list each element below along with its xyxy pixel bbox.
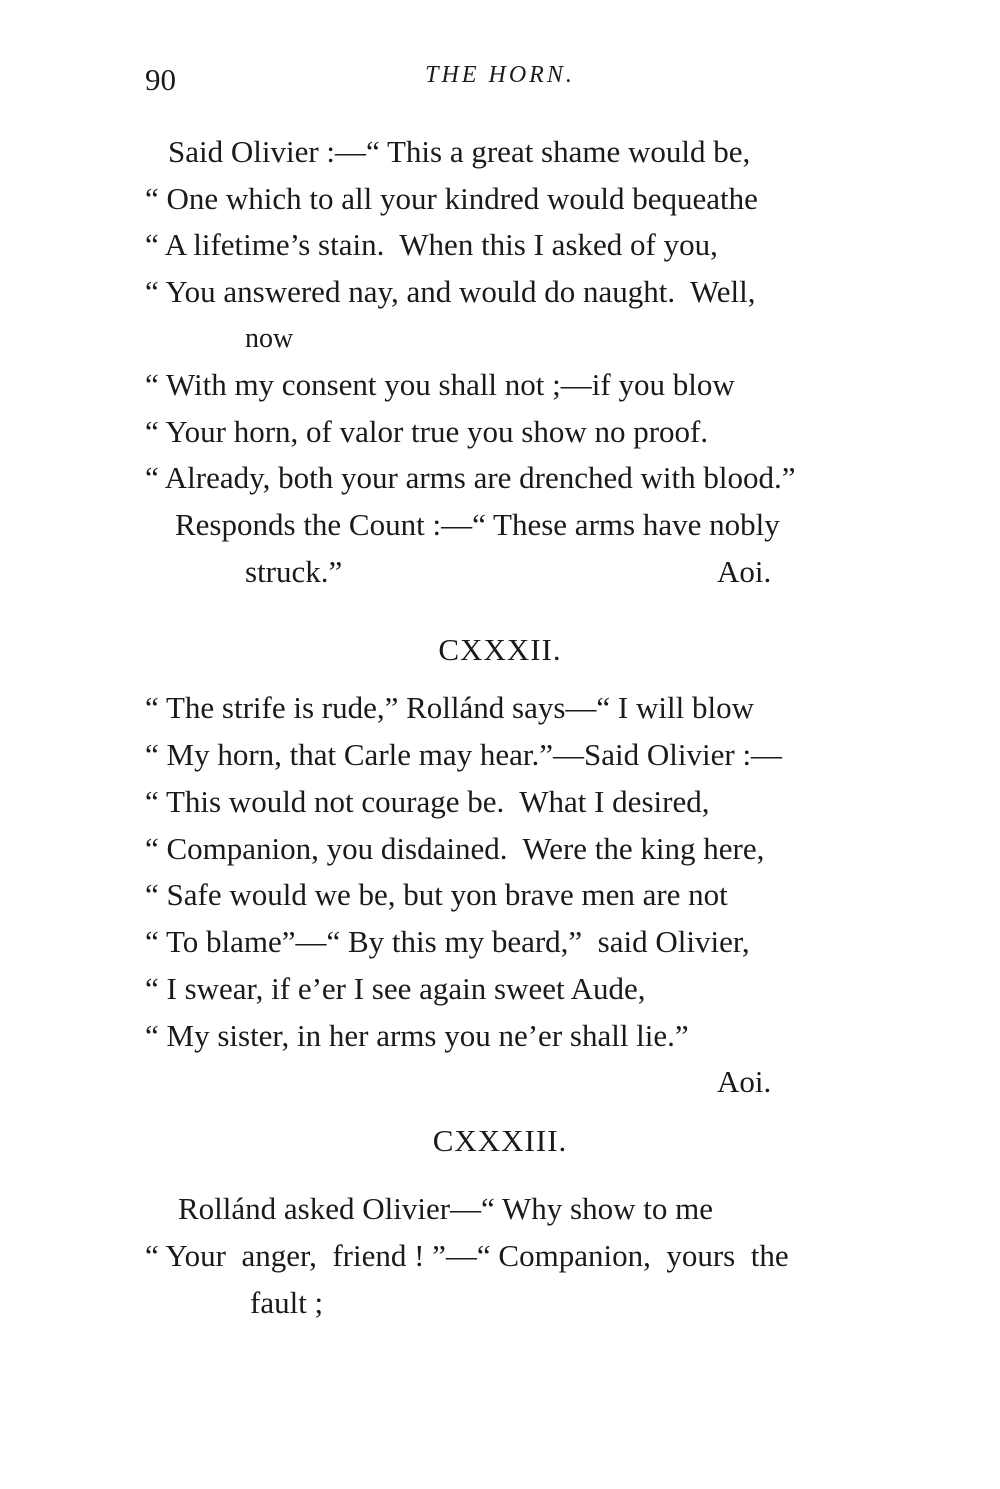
aoi-refrain: Aoi.	[717, 1064, 772, 1099]
verse-line: “ To blame”—“ By this my beard,” said Olivier,	[145, 924, 750, 959]
verse-line: “ Already, both your arms are drenched with blood.”	[145, 460, 796, 495]
verse-line: “ One which to all your kindred would bequeathe	[145, 181, 758, 216]
stanza-heading: CXXXIII.	[432, 1123, 568, 1158]
verse-line: “ The strife is rude,” Rollánd says—“ I will blow	[145, 690, 754, 725]
verse-line: “ This would not courage be. What I desired,	[145, 784, 710, 819]
verse-line: Said Olivier :—“ This a great shame would be,	[168, 134, 751, 169]
page-number: 90	[145, 62, 176, 97]
verse-line: “ I swear, if e’er I see again sweet Aude,	[145, 971, 646, 1006]
verse-line: “ With my consent you shall not ;—if you blow	[145, 367, 735, 402]
verse-line: “ Companion, you disdained. Were the king here,	[145, 831, 765, 866]
verse-line: Responds the Count :—“ These arms have nobly	[175, 507, 780, 542]
verse-line-continuation: fault ;	[250, 1285, 324, 1320]
running-title: THE HORN.	[425, 62, 575, 88]
stanza-heading: CXXXII.	[438, 632, 562, 667]
verse-line-continuation: now	[245, 323, 294, 354]
verse-line-continuation: struck.”	[245, 554, 343, 589]
verse-line: “ My horn, that Carle may hear.”—Said Olivier :—	[145, 737, 783, 772]
verse-line: “ You answered nay, and would do naught. Well,	[145, 274, 756, 309]
verse-line: “ Safe would we be, but yon brave men are not	[145, 877, 728, 912]
aoi-refrain: Aoi.	[717, 554, 772, 589]
verse-line: “ Your horn, of valor true you show no proof.	[145, 414, 709, 449]
verse-line: “ My sister, in her arms you ne’er shall lie.”	[145, 1018, 689, 1053]
verse-line: “ Your anger, friend ! ”—“ Companion, yours the	[145, 1238, 789, 1273]
verse-line: “ A lifetime’s stain. When this I asked of you,	[145, 227, 718, 262]
page-header	[0, 62, 1000, 102]
verse-line: Rollánd asked Olivier—“ Why show to me	[178, 1191, 713, 1226]
